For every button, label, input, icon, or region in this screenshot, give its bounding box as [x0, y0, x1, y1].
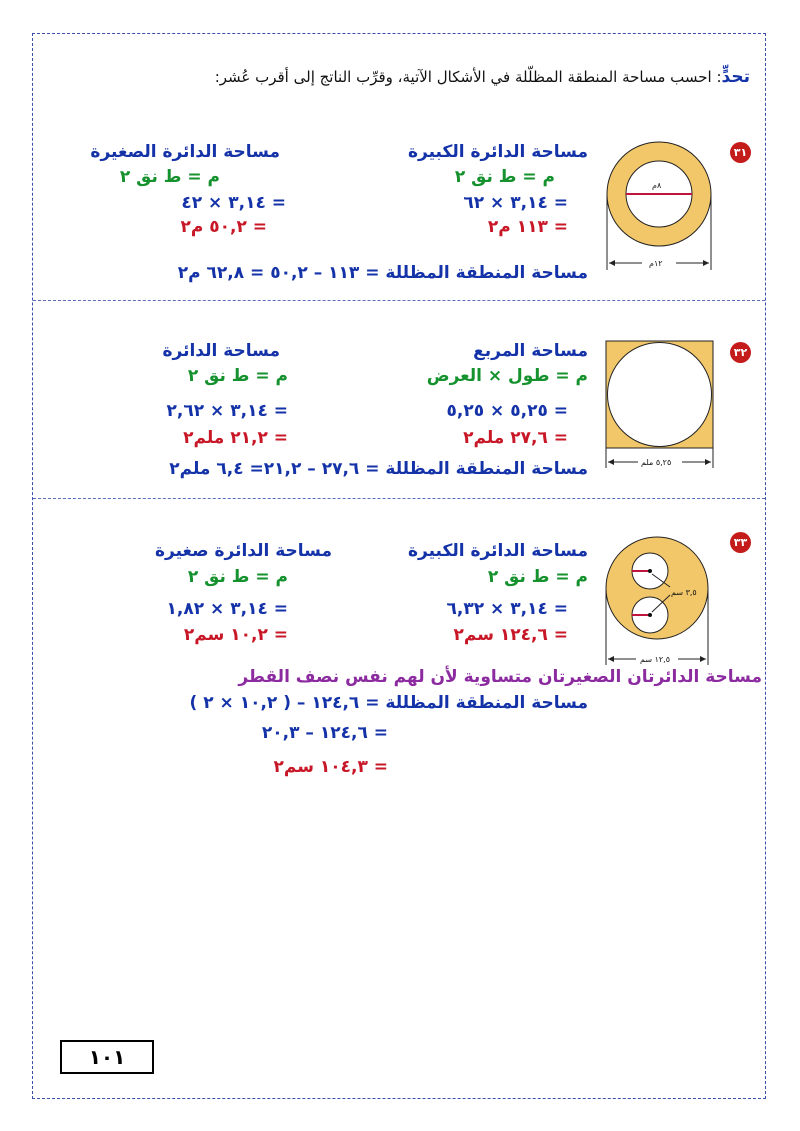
heading-large-circle: مساحة الدائرة الكبيرة: [407, 541, 588, 561]
heading-large-circle: مساحة الدائرة الكبيرة: [407, 142, 588, 162]
heading-square: مساحة المربع: [473, 341, 588, 361]
heading-circle: مساحة الدائرة: [162, 341, 280, 361]
substitution-large-circle: = ٣,١٤ × ٦,٣٢: [446, 599, 568, 619]
section-divider: [33, 498, 765, 499]
problem-number-badge: ٣٢: [730, 342, 751, 363]
result-circle: = ٢١,٢ ملم٢: [183, 428, 288, 448]
problem-number-badge: ٣٣: [730, 532, 751, 553]
width-label: ١٢م: [649, 259, 663, 268]
substitution-large-circle: = ٣,١٤ × ٦٢: [463, 193, 568, 213]
formula-small-circle: م = ط نق ٢: [119, 167, 220, 187]
substitution-small-circle: = ٣,١٤ × ٤٢: [181, 193, 286, 213]
formula-circle: م = ط نق ٢: [187, 366, 288, 386]
shaded-area-33-line1: مساحة المنطقة المظللة = ١٢٤,٦ – ( ١٠,٢ × ٢ ): [189, 693, 588, 713]
result-large-circle: = ١١٣ م٢: [487, 217, 568, 237]
heading-small-circle: مساحة الدائرة الصغيرة: [90, 142, 280, 162]
shaded-area-33-line2: = ١٢٤,٦ – ٢٠,٣: [261, 723, 388, 743]
problem-number-badge: ٣١: [730, 142, 751, 163]
result-small-circle: = ١٠,٢ سم٢: [183, 625, 288, 645]
challenge-title: تحدٍّ: [721, 67, 750, 87]
equal-circles-note: مساحة الدائرتان الصغيرتان متساوية لأن لهم نفس نصف القطر: [238, 667, 762, 687]
substitution-square: = ٥,٢٥ × ٥,٢٥: [446, 401, 568, 421]
width-label: ٥,٢٥ ملم: [641, 458, 672, 467]
heading-small-circle: مساحة الدائرة صغيرة: [154, 541, 332, 561]
result-square: = ٢٧,٦ ملم٢: [463, 428, 568, 448]
substitution-small-circle: = ٣,١٤ × ١,٨٢: [166, 599, 288, 619]
formula-small-circle: م = ط نق ٢: [187, 567, 288, 587]
problem33-figure: [604, 535, 722, 670]
inscribed-circle: [608, 343, 712, 447]
shaded-area-31: مساحة المنطقة المظللة = ١١٣ – ٥٠,٢ = ٦٢,٨ م٢: [177, 263, 588, 283]
shaded-area-33-line3: = ١٠٤,٣ سم٢: [273, 757, 388, 777]
problem31-figure: [600, 135, 720, 275]
formula-large-circle: م = ط نق ٢: [454, 167, 555, 187]
substitution-circle: = ٣,١٤ × ٢,٦٢: [166, 401, 288, 421]
section-divider: [33, 300, 765, 301]
problem32-figure: [605, 340, 720, 480]
diameter-label: ٨م: [652, 181, 662, 190]
result-large-circle: = ١٢٤,٦ سم٢: [453, 625, 568, 645]
result-small-circle: = ٥٠,٢ م٢: [180, 217, 267, 237]
width-label: ١٢,٥ سم: [640, 655, 671, 664]
radius-label: ٣,٥ سم: [671, 588, 697, 597]
formula-square: م = طول × العرض: [426, 366, 588, 386]
shaded-area-32: مساحة المنطقة المظللة = ٢٧,٦ – ٢١,٢= ٦,٤ ملم٢: [169, 459, 588, 479]
instruction-line: [215, 66, 750, 88]
instruction-text: : احسب مساحة المنطقة المظلّلة في الأشكال الآتية، وقرِّب الناتج إلى أقرب عُشر:: [214, 68, 722, 86]
formula-large-circle: م = ط نق ٢: [487, 567, 588, 587]
page-number: ١٠١: [60, 1040, 154, 1074]
